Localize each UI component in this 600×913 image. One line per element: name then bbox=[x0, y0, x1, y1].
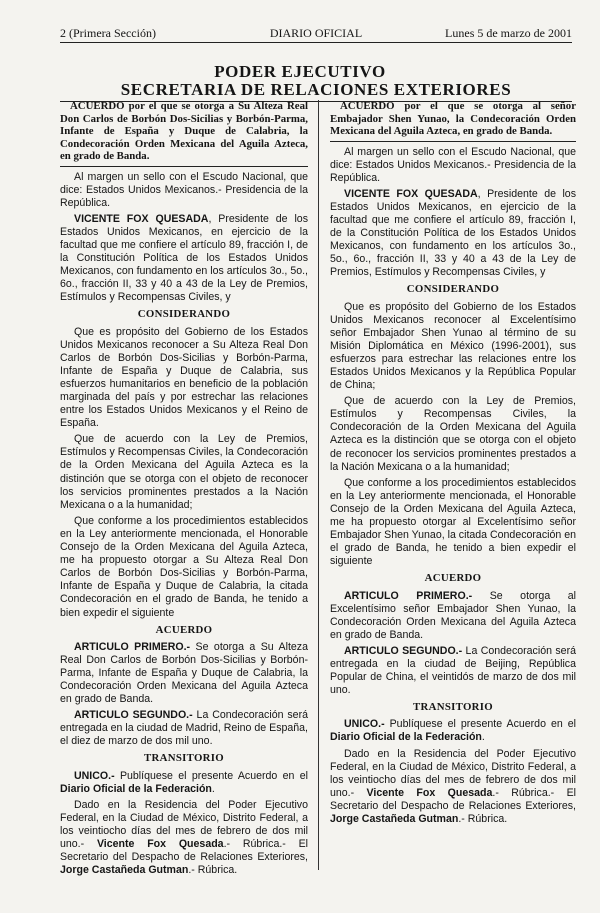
page-header bbox=[60, 24, 572, 43]
left-considerando-heading: CONSIDERANDO bbox=[137, 308, 231, 321]
left-paragraph-1: Al margen un sello con el Escudo Nacional, que dice: Estados Unidos Mexicanos.- Presidencia de la República. bbox=[60, 170, 308, 209]
right-paragraph-4: Que de acuerdo con la Ley de Premios, Estímulos y Recompensas Civiles, la Condecoración de la Orden Mexicana del Aguila Azteca es la distinción que se otorga con el objeto de reconocer los servicios prominentes prestados a la Nación Mexicana o a la humanidad; bbox=[330, 395, 576, 473]
right-unico: UNICO.- Publíquese el presente Acuerdo en el Diario Oficial de la Federación. bbox=[330, 718, 576, 744]
column-divider bbox=[318, 100, 319, 870]
right-article-1: ARTICULO PRIMERO.- Se otorga al Excelentísimo señor Embajador Shen Yunao, la Condecoración Orden Mexicana del Aguila Azteca en grado de Banda. bbox=[330, 589, 576, 641]
right-paragraph-1: Al margen un sello con el Escudo Nacional, que dice: Estados Unidos Mexicanos.- Presidencia de la República. bbox=[330, 145, 576, 184]
left-paragraph-3: Que es propósito del Gobierno de los Estados Unidos Mexicanos reconocer a Su Alteza Real Don Carlos de Borbón Dos-Sicilias y Borbón-Parma, Infante de España y Duque de Calabria, sus esfuerzos humanitarios en beneficio de la población marginada del país y por estrechar las relaciones entre los Estados Unidos Mexicanos y el Reino de España. bbox=[60, 325, 308, 430]
left-paragraph-4: Que de acuerdo con la Ley de Premios, Estímulos y Recompensas Civiles, la Condecoración de la Orden Mexicana del Aguila Azteca es la distinción que se otorga con el objeto de reconocer los servicios prominentes prestados a la Nación Mexicana o a la humanidad; bbox=[60, 433, 308, 511]
left-signer-name: VICENTE FOX QUESADA bbox=[74, 212, 209, 225]
right-transitorio-heading: TRANSITORIO bbox=[413, 701, 493, 714]
right-paragraph-3: Que es propósito del Gobierno de los Estados Unidos Mexicanos reconocer al Excelentísimo señor Embajador Shen Yunao al término de su Misión Diplomática en México (1996-2001), sus esfuerzos para estrechar las relaciones entre los Estados Unidos Mexicanos y la República Popular de China; bbox=[330, 300, 576, 392]
publication-name: DIARIO OFICIAL bbox=[269, 26, 363, 40]
right-considerando-heading: CONSIDERANDO bbox=[406, 283, 500, 296]
left-intro: ACUERDO por el que se otorga a Su Alteza Real Don Carlos de Borbón Dos-Sicilias y Borbón-Parma, Infante de España y Duque de Calabria, la Condecoración Orden Mexicana del Aguila Azteca, en grado de Banda. bbox=[60, 100, 308, 167]
left-article-1: ARTICULO PRIMERO.- Se otorga a Su Alteza Real Don Carlos de Borbón Dos-Sicilias y Borbón-Parma, Infante de España y Duque de Calabria, la Condecoración Orden Mexicana del Aguila Azteca en grado de Banda. bbox=[60, 640, 309, 706]
right-intro: ACUERDO por el que se otorga al señor Embajador Shen Yunao, la Condecoración Orden Mexicana del Aguila Azteca, en grado de Banda. bbox=[330, 100, 576, 142]
left-closing: Dado en la Residencia del Poder Ejecutivo Federal, en la Ciudad de México, Distrito Federal, a los veintiocho días del mes de febrero de dos mil uno.- Vicente Fox Quesada.- Rúbrica.- El Secretario del Despacho de Relaciones Exteriores, Jorge Castañeda Gutman.- Rúbrica. bbox=[60, 798, 308, 877]
right-paragraph-2: VICENTE FOX QUESADA, Presidente de los Estados Unidos Mexicanos, en ejercicio de la facultad que me confiere el artículo 89, fracción I, de la Constitución Política de los Estados Unidos Mexicanos, con fundamento en los artículos 3o., 5o., 6o., fracción II, 33 y 40 a 43 de la Ley de Premios, Estímulos y Recompensas Civiles, y bbox=[330, 187, 576, 279]
left-column bbox=[60, 100, 308, 880]
left-unico: UNICO.- Publíquese el presente Acuerdo en el Diario Oficial de la Federación. bbox=[60, 769, 308, 795]
page-subtitle: SECRETARIA DE RELACIONES EXTERIORES bbox=[60, 80, 572, 102]
publication-date: Lunes 5 de marzo de 2001 bbox=[445, 26, 572, 40]
right-closing: Dado en la Residencia del Poder Ejecutivo Federal, en la Ciudad de México, Distrito Federal, a los veintiocho días del mes de febrero de dos mil uno.- Vicente Fox Quesada.- Rúbrica.- El Secretario del Despacho de Relaciones Exteriores, Jorge Castañeda Gutman.- Rúbrica. bbox=[330, 747, 576, 825]
right-column bbox=[330, 100, 576, 829]
left-paragraph-2: VICENTE FOX QUESADA, Presidente de los Estados Unidos Mexicanos, en ejercicio de la facultad que me confiere el artículo 89, fracción I, de la Constitución Política de los Estados Unidos Mexicanos, con fundamento en los artículos 3o., 5o., 6o., fracción II, 33 y 40 a 43 de la Ley de Premios, Estímulos y Recompensas Civiles, y bbox=[60, 212, 308, 304]
left-acuerdo-heading: ACUERDO bbox=[155, 623, 213, 636]
page-title: PODER EJECUTIVO bbox=[214, 62, 386, 81]
page-section: 2 (Primera Sección) bbox=[60, 26, 156, 40]
left-transitorio-heading: TRANSITORIO bbox=[144, 752, 224, 765]
right-article-2: ARTICULO SEGUNDO.- La Condecoración será entregada en la ciudad de Beijing, República Popular de China, el veintidós de marzo de dos mil uno. bbox=[330, 644, 576, 697]
right-acuerdo-heading: ACUERDO bbox=[424, 572, 482, 585]
left-paragraph-5: Que conforme a los procedimientos establecidos en la Ley anteriormente mencionada, el Honorable Consejo de la Orden Mexicana del Aguila Azteca, me ha propuesto otorgar a Su Alteza Real Don Carlos de Borbón Dos-Sicilias y Borbón-Parma, Infante de España y Duque de Calabria, la citada Condecoración en el grado de Banda, he tenido a bien expedir el siguiente bbox=[60, 514, 308, 619]
left-article-2: ARTICULO SEGUNDO.- La Condecoración será entregada en la ciudad de Madrid, Reino de España, el diez de marzo de dos mil uno. bbox=[60, 709, 308, 748]
right-signer-name: VICENTE FOX QUESADA bbox=[344, 187, 478, 200]
right-paragraph-5: Que conforme a los procedimientos establecidos en la Ley anteriormente mencionada, el Honorable Consejo de la Orden Mexicana del Aguila Azteca, me ha propuesto otorgar al Excelentísimo señor Embajador Shen Yunao, la citada Condecoración en el grado de Banda, he tenido a bien expedir el siguiente bbox=[330, 476, 576, 568]
